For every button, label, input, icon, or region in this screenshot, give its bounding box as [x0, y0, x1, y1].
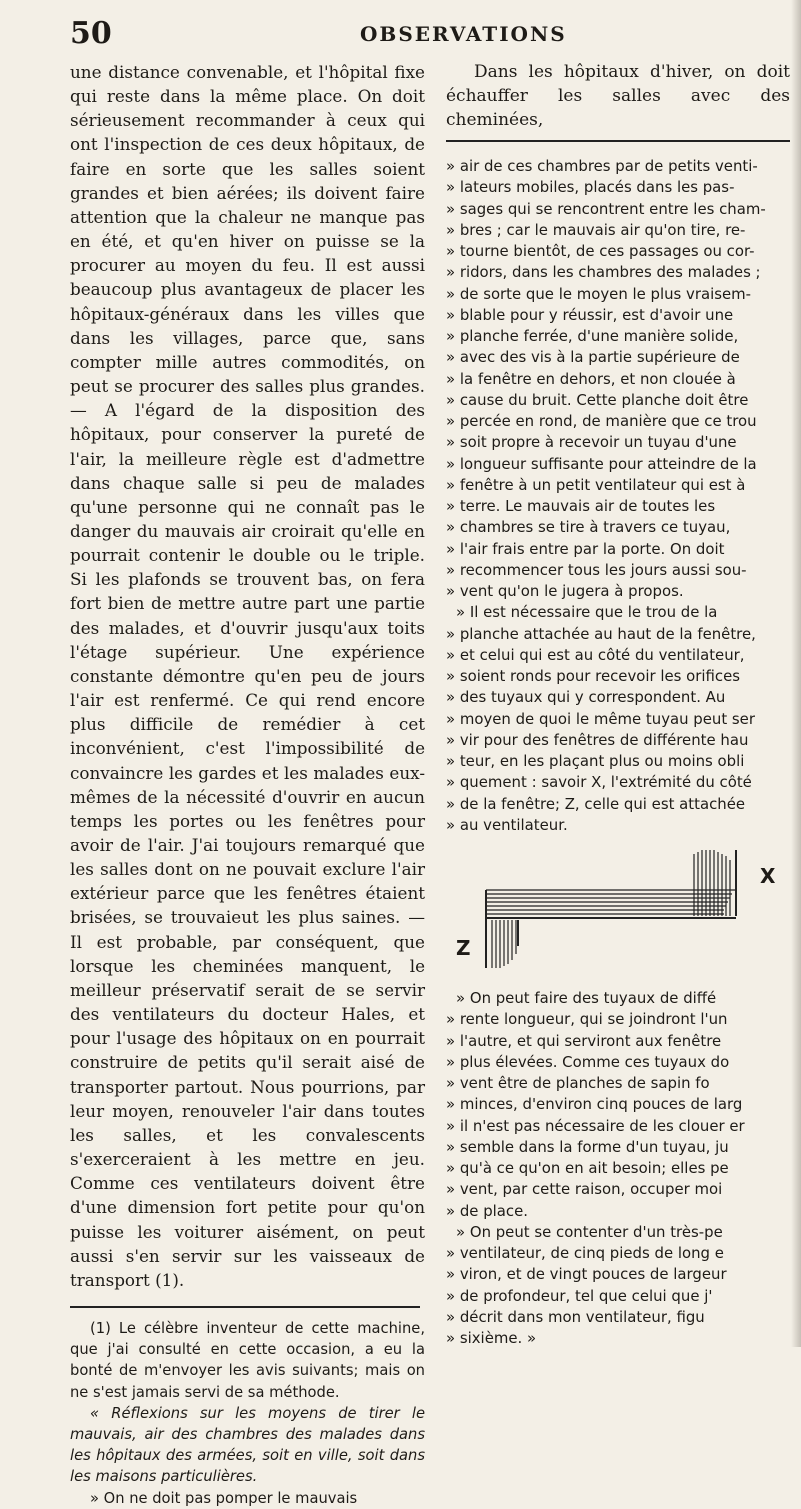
footnote-title: « Réflexions sur les moyens de tirer le mauvais, air des chambres des malades dans les hôpitaux des armées, soit en ville, soit dans les maisons particulières. — [70, 1404, 425, 1486]
quote-line: » longueur suffisante pour atteindre de la — [446, 454, 757, 473]
quote-line: » et celui qui est au côté du ventilateur, — [446, 645, 745, 664]
quote-line: » Il est nécessaire que le trou de la — [456, 603, 718, 622]
quote-line: » viron, et de vingt pouces de largeur — [446, 1265, 727, 1284]
quote-line: » On peut se contenter d'un très-pe — [456, 1222, 723, 1241]
quote-line: » tourne bientôt, de ces passages ou cor- — [446, 242, 755, 260]
quote-line: » quement : savoir X, l'extrémité du côté — [446, 773, 752, 792]
quote-line: » blable pour y réussir, est d'avoir une — [446, 305, 734, 324]
quote-line: » il n'est pas nécessaire de les clouer er — [446, 1116, 745, 1135]
quote-line: » l'air frais entre par la porte. On doit — [446, 539, 725, 558]
quote-line: » décrit dans mon ventilateur, figu — [446, 1307, 705, 1326]
quote-line: » de la fenêtre; Z, celle qui est attachée — [446, 794, 746, 813]
quote-line: » moyen de quoi le même tuyau peut ser — [446, 709, 755, 728]
quote-line: » ventilateur, de cinq pieds de long e — [446, 1244, 724, 1262]
quote-line: » de profondeur, tel que celui que j' — [446, 1286, 713, 1305]
body-text: une distance convenable, et l'hôpital fixe qui reste dans la même place. On doit sérieusement recommander à ceux qui ont l'inspection de ces deux hôpitaux, de faire en sorte que les salles soient grandes et bien aérées; ils doivent faire attention que la chaleur ne manque pas en été, et qu'en hiver on puisse se la procurer au moyen du feu. Il est aussi beaucoup plus avantageux de placer les hôpitaux-généraux dans les villes que dans les villages, parce que, sans compter mille autres commodités, on peut se procurer des salles plus grandes. — A l'égard de la disposition des hôpitaux, pour conserver la pureté de l'air, la meilleure règle est d'admettre dans chaque salle si peu de malades qu'une personne qui ne connaît pas le danger du mauvais air croirait qu'elle en pourrait contenir le double ou le triple. Si les plafonds se trouvent bas, on fera fort bien de mettre autre part une partie des malades, et d'ouvrir jusqu'aux toits l'étage supérieur. Une expérience constante démontre qu'en peu de jours l'air est renfermé. Ce qui rend encore plus difficile de remédier à cet inconvénient, c'est l'impossibilité de convaincre les gardes et les malades eux-mêmes de la nécessité d'ouvrir en aucun temps les portes ou les fenêtres pour avoir de l'air. J'ai toujours remarqué que les salles dont on ne pouvait exclure l'air extérieur parce que les fenêtres étaient brisées, se trouvaieut les plus saines. — Il est probable, par conséquent, que lorsque les cheminées manquent, le meilleur préservatif serait de se servir des ventilateurs du docteur Hales, et pour l'usage des hôpitaux on en pourrait construire de petits qu'il serait aisé de transporter partout. Nous pourrions, par leur moyen, renouveler l'air dans toutes les salles, et les convalescents s'exerceraient à les mettre en jeu. Comme ces ventilateurs doivent être d'une dimension fort petite pour qu'on puisse les voiturer aisément, on peut aussi s'en servir sur les vaisseaux de transport (1). — [70, 62, 425, 1290]
quote-line: » planche ferrée, d'une manière solide, — [446, 327, 739, 345]
tube-diagram — [446, 850, 790, 970]
quote-line: » sages qui se rencontrent entre les cham- — [446, 199, 766, 218]
quote-line: » la fenêtre en dehors, et non clouée à — [446, 369, 736, 388]
quote-line: » teur, en les plaçant plus ou moins obli — [446, 752, 745, 770]
footnote-divider — [70, 1306, 420, 1308]
quote-line: » planche attachée au haut de la fenêtre, — [446, 624, 756, 643]
ventilator-tube-figure — [446, 850, 790, 970]
quote-line: » vent, par cette raison, occuper moi — [446, 1180, 723, 1199]
quote-line: » lateurs mobiles, placés dans les pas- — [446, 178, 735, 197]
quote-line: » soit propre à recevoir un tuyau d'une — [446, 433, 737, 452]
left-column — [70, 60, 425, 1509]
quote-line: » vent qu'on le jugera à propos. — [446, 582, 684, 600]
quote-line: » l'autre, et qui serviront aux fenêtre — [446, 1031, 722, 1050]
running-head: OBSERVATIONS — [360, 22, 567, 46]
quote-line: » semble dans la forme d'un tuyau, ju — [446, 1137, 729, 1156]
footnote-quote-part-1 — [446, 156, 790, 836]
quote-line: » soient ronds pour recevoir les orifices — [446, 667, 741, 685]
page-edge-shadow — [791, 0, 801, 1347]
quote-line: » de sorte que le moyen le plus vraisem- — [446, 284, 752, 303]
quote-line: » vir pour des fenêtres de différente hau — [446, 730, 749, 749]
quote-line: » air de ces chambres par de petits venti- — [446, 157, 758, 175]
figure-label-x: X — [760, 864, 776, 888]
quote-line: » ridors, dans les chambres des malades ; — [446, 263, 761, 282]
quote-line: » sixième. » — [446, 1329, 537, 1347]
quote-line: » percée en rond, de manière que ce trou — [446, 412, 757, 430]
quote-line: » qu'à ce qu'on en ait besoin; elles pe — [446, 1159, 729, 1177]
quote-line: » plus élevées. Comme ces tuyaux do — [446, 1052, 730, 1071]
footnote-continuation: » On ne doit pas pomper le mauvais — [90, 1489, 358, 1507]
quote-line: » de place. — [446, 1201, 528, 1220]
figure-label-z: Z — [456, 936, 471, 960]
quote-line: » avec des vis à la partie supérieure de — [446, 348, 740, 367]
quote-line: » bres ; car le mauvais air qu'on tire, re- — [446, 220, 746, 239]
quote-line: » fenêtre à un petit ventilateur qui est à — [446, 475, 746, 494]
right-body-text: Dans les hôpitaux d'hiver, on doit échauffer les salles avec des cheminées, — [446, 62, 790, 130]
page-header — [0, 8, 801, 52]
quote-line: » recommencer tous les jours aussi sou- — [446, 560, 747, 579]
footnote-quote-part-2 — [446, 988, 790, 1349]
quote-line: » On peut faire des tuyaux de diffé — [456, 989, 717, 1007]
quote-line: » au ventilateur. — [446, 815, 568, 834]
quote-line: » chambres se tire à travers ce tuyau, — [446, 518, 731, 537]
quote-line: » minces, d'environ cinq pouces de larg — [446, 1095, 743, 1114]
quote-line: » terre. Le mauvais air de toutes les — [446, 497, 716, 515]
page-number: 50 — [70, 16, 112, 51]
quote-line: » cause du bruit. Cette planche doit être — [446, 390, 749, 409]
footnote-divider-right — [446, 140, 790, 142]
quote-line: » rente longueur, qui se joindront l'un — [446, 1010, 728, 1029]
right-column — [446, 60, 790, 1349]
quote-line: » des tuyaux qui y correspondent. Au — [446, 688, 726, 707]
footnote-1: (1) Le célèbre inventeur de cette machine, que j'ai consulté en cette occasion, a eu la bonté de m'envoyer les avis suivants; mais on ne s'est jamais servi de sa méthode. — [70, 1319, 425, 1401]
quote-line: » vent être de planches de sapin fo — [446, 1074, 710, 1092]
